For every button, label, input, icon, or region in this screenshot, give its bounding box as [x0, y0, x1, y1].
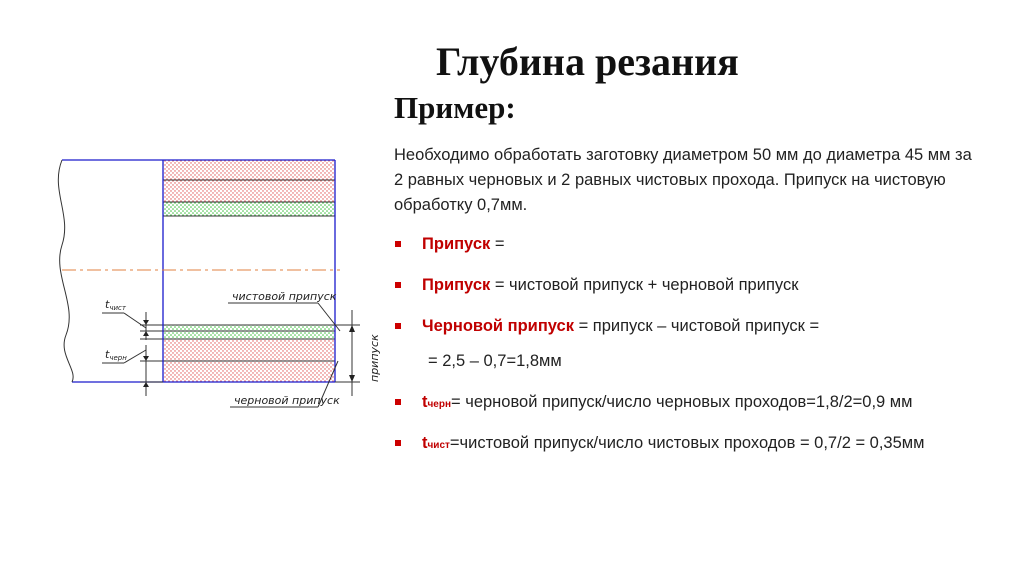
bullet-square-icon [395, 241, 401, 247]
upper-green-hatch [163, 202, 335, 216]
bullet-square-icon [395, 282, 401, 288]
upper-red-hatch-1 [163, 160, 335, 180]
break-line [58, 160, 73, 382]
lower-red-hatch-2 [163, 361, 335, 382]
lower-red-hatch-1 [163, 339, 335, 361]
list-item-continuation: = 2,5 – 0,7=1,8мм [428, 352, 562, 370]
problem-statement: Необходимо обработать заготовку диаметром 50 мм до диаметра 45 мм за 2 равных черновых и 2 равных чистовых прохода. Припуск на чистовую обработку 0,7мм. [394, 146, 972, 214]
bullet-square-icon [395, 399, 401, 405]
slide-subtitle: Пример: [394, 90, 516, 125]
lower-green-hatch [163, 325, 335, 339]
label-allowance: припуск [368, 334, 381, 382]
label-t-finish: tчист [105, 298, 126, 312]
upper-red-hatch-2 [163, 180, 335, 202]
label-finish-allowance: чистовой припуск [232, 290, 337, 303]
list-item: Черновой припуск = припуск – чистовой припуск = [394, 314, 994, 338]
extension-lines [335, 310, 360, 396]
label-t-rough: tчерн [105, 348, 127, 362]
list-item: Припуск = чистовой припуск + черновой припуск [394, 273, 994, 297]
cutting-depth-drawing [0, 0, 400, 420]
list-item: tчерн= черновой припуск/число черновых проходов=1,8/2=0,9 мм [394, 390, 994, 417]
label-rough-allowance: черновой припуск [234, 394, 340, 407]
solution-list [394, 232, 994, 458]
bullet-square-icon [395, 323, 401, 329]
list-item: Припуск = [394, 232, 994, 256]
list-item: tчист=чистовой припуск/число чистовых проходов = 0,7/2 = 0,35мм [394, 431, 994, 458]
bullet-square-icon [395, 440, 401, 446]
slide-title: Глубина резания [436, 39, 739, 84]
